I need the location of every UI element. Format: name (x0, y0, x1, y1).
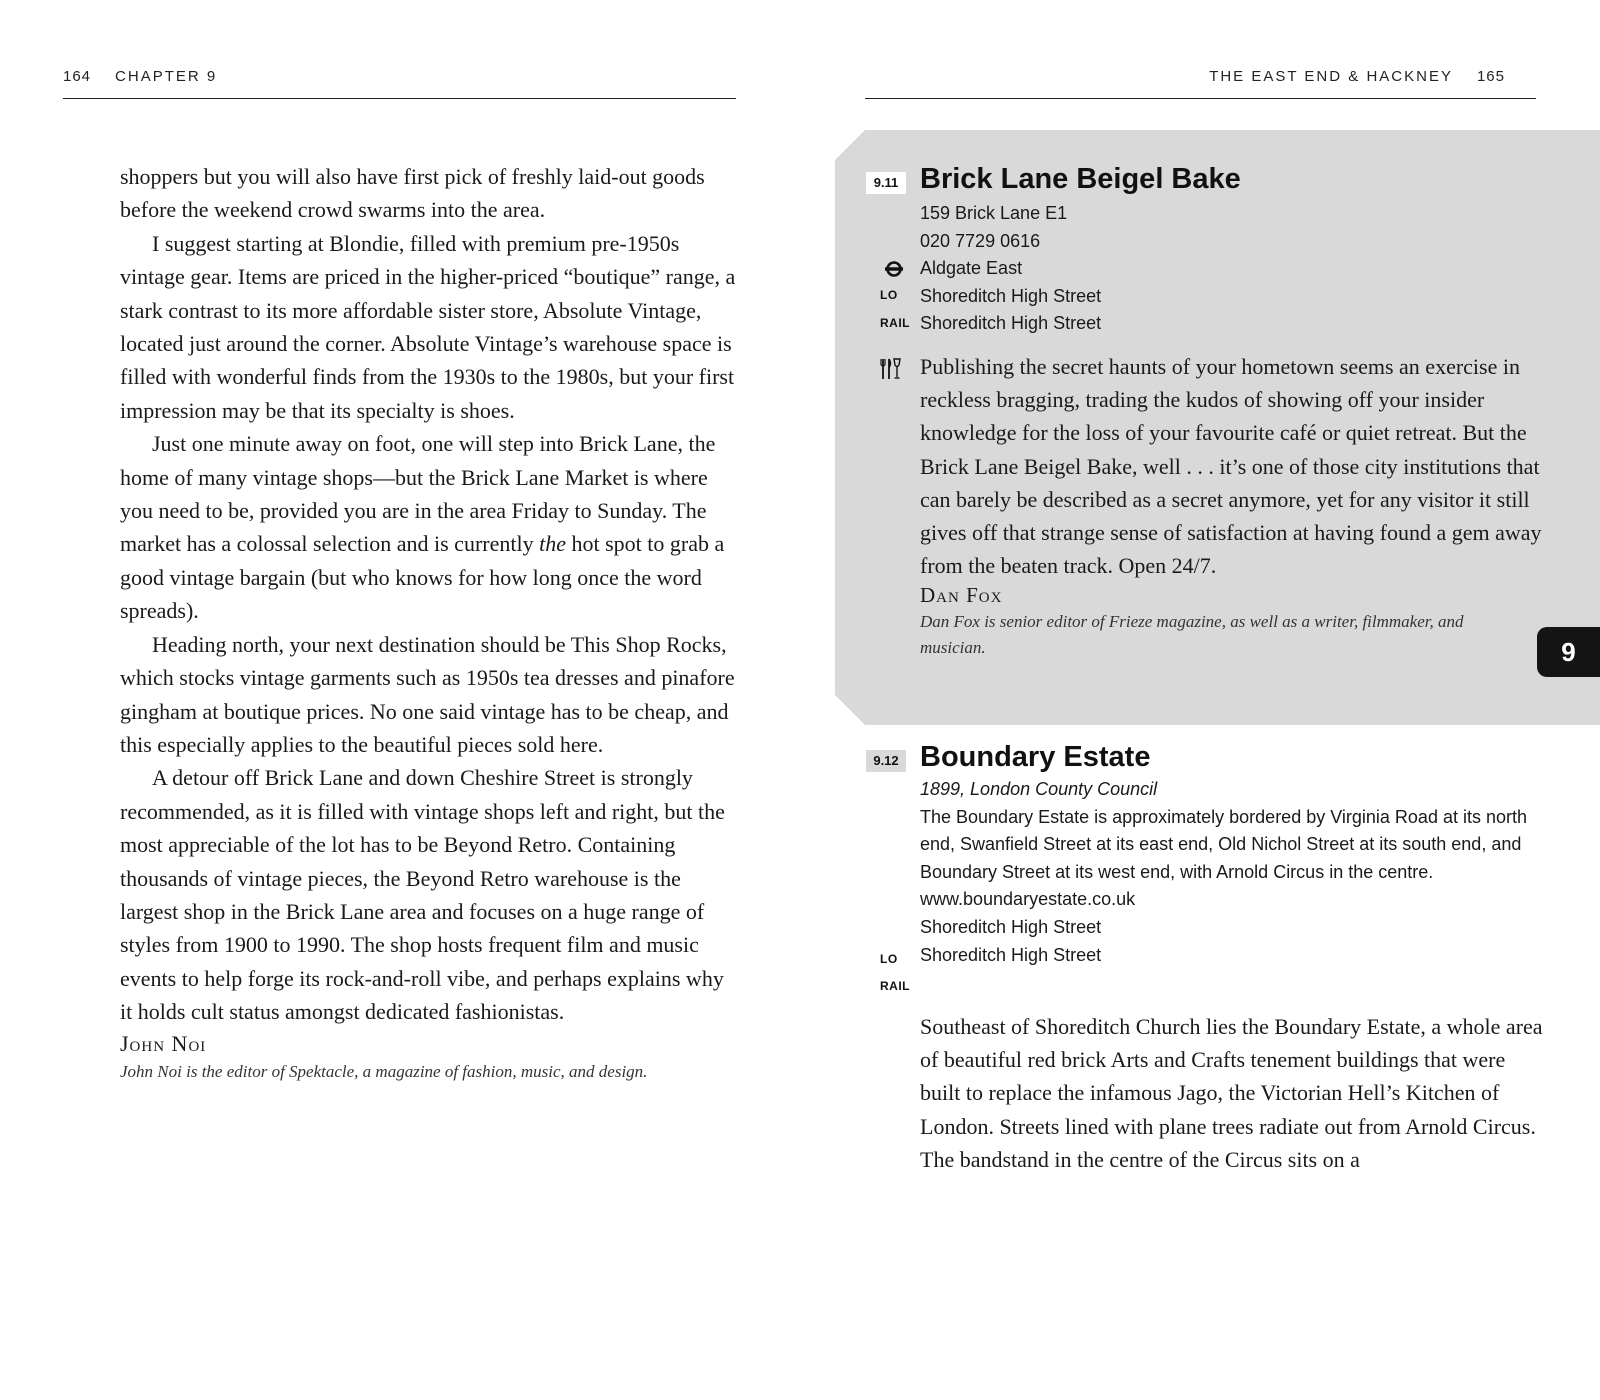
website-link[interactable]: www.boundaryestate.co.uk (920, 889, 1136, 910)
transit-station: Shoreditch High Street (920, 313, 1102, 334)
entry-number-badge: 9.11 (866, 172, 906, 194)
location-description: The Boundary Estate is approximately bordered by Virginia Road at its north end, Swanfield Street at its east end, Old Nichol Street at its south end, and Boundary Street at its west end, with Arnold Circus in the centre. (920, 806, 1527, 882)
right-page-number: 165 (1476, 68, 1505, 85)
transit-label-rail: RAIL (880, 316, 910, 330)
entry-description: Southeast of Shoreditch Church lies the Boundary Estate, a whole area of beautiful red brick Arts and Crafts tenement buildings that were built to replace the infamous Jago, the Victorian Hell’s Kitchen of London. Streets lined with plane trees radiate out from Arnold Circus. The bandstand in the centre of the Circus sits on a (920, 1014, 1543, 1172)
transit-station: Shoreditch High Street (920, 285, 1102, 306)
paragraph: I suggest starting at Blondie, filled with premium pre-1950s vintage gear. Items are priced in the higher-priced “boutique” range, a stark contrast to its more affordable sister store, Absolute Vintage, located just around the corner. Absolute Vintage’s warehouse space is filled with wonderful finds from the 1930s to the 1980s, but your first impression may be that its specialty is shoes. (120, 230, 736, 423)
author-bio: Dan Fox is senior editor of Frieze magazine, as well as a writer, filmmaker, and musician. (920, 612, 1464, 658)
entry-description: Publishing the secret haunts of your hometown seems an exercise in reckless bragging, trading the kudos of showing off your insider knowledge for the loss of your favourite café or quiet retreat. But the Brick Lane Beigel Bake, well . . . it’s one of those city institutions that can barely be described as a secret anymore, yet for any visitor it still gives off that strange sense of satisfaction at having found a gem away from the beaten track. Open 24/7. (920, 354, 1542, 579)
entry-title: Brick Lane Beigel Bake (920, 163, 1241, 195)
transit-station: Shoreditch High Street (920, 944, 1102, 965)
entry-body (920, 350, 1545, 661)
entry-subtitle: 1899, London County Council (920, 779, 1158, 799)
entry-number-badge: 9.12 (866, 750, 906, 772)
section-heading: THE EAST END & HACKNEY (1209, 68, 1453, 85)
left-page-number: 164 (63, 68, 92, 85)
author-bio: John Noi is the editor of Spektacle, a magazine of fashion, music, and design. (120, 1061, 648, 1081)
paragraph: A detour off Brick Lane and down Cheshire Street is strongly recommended, as it is filled with vintage shops left and right, but the most appreciable of the lot has to be Beyond Retro. Containing thousands of vintage pieces, the Beyond Retro warehouse is the largest shop in the Brick Lane area and focuses on a huge range of styles from 1900 to 1990. The shop hosts frequent film and music events to help forge its rock-and-roll vibe, and perhaps explains why it holds cult status amongst dedicated fashionistas. (120, 765, 725, 1025)
phone: 020 7729 0616 (920, 230, 1041, 251)
author-name: John Noi (120, 1030, 207, 1056)
entry-body (920, 1010, 1545, 1176)
entry-title: Boundary Estate (920, 741, 1151, 773)
paragraph: Heading north, your next destination should be This Shop Rocks, which stocks vintage garments such as 1950s tea dresses and pinafore gingham at boutique prices. No one said vintage has to be cheap, and this especially applies to the beautiful pieces sold here. (120, 631, 735, 757)
transit-label-rail: RAIL (880, 979, 910, 993)
transit-label-lo: LO (880, 952, 898, 966)
transit-label-lo: LO (880, 288, 898, 302)
transit-station: Aldgate East (920, 258, 1023, 279)
author-name: Dan Fox (920, 583, 1003, 608)
paragraph: Just one minute away on foot, one will step into Brick Lane, the home of many vintage shops—but the Brick Lane Market is where you need to be, provided you are in the area Friday to Sunday. The market has a colossal selection and is currently the hot spot to grab a good vintage bargain (but who knows for how long once the word spreads). (120, 431, 725, 624)
underground-roundel-icon (872, 255, 914, 283)
paragraph: shoppers but you will also have first pick of freshly laid-out goods before the weekend crowd swarms into the area. (120, 164, 705, 223)
right-running-head (1209, 68, 1505, 85)
right-header-rule (865, 98, 1536, 99)
left-page-body (120, 160, 740, 1085)
left-running-head (63, 68, 217, 85)
transit-station: Shoreditch High Street (920, 916, 1102, 937)
entry-details (920, 200, 1101, 338)
fork-knife-glass-icon (880, 357, 902, 381)
left-header-rule (63, 98, 736, 99)
address: 159 Brick Lane E1 (920, 203, 1068, 223)
chapter-heading: CHAPTER 9 (115, 68, 218, 85)
emphasis: the (539, 531, 566, 557)
entry-details (920, 776, 1535, 969)
chapter-tab: 9 (1537, 627, 1600, 677)
